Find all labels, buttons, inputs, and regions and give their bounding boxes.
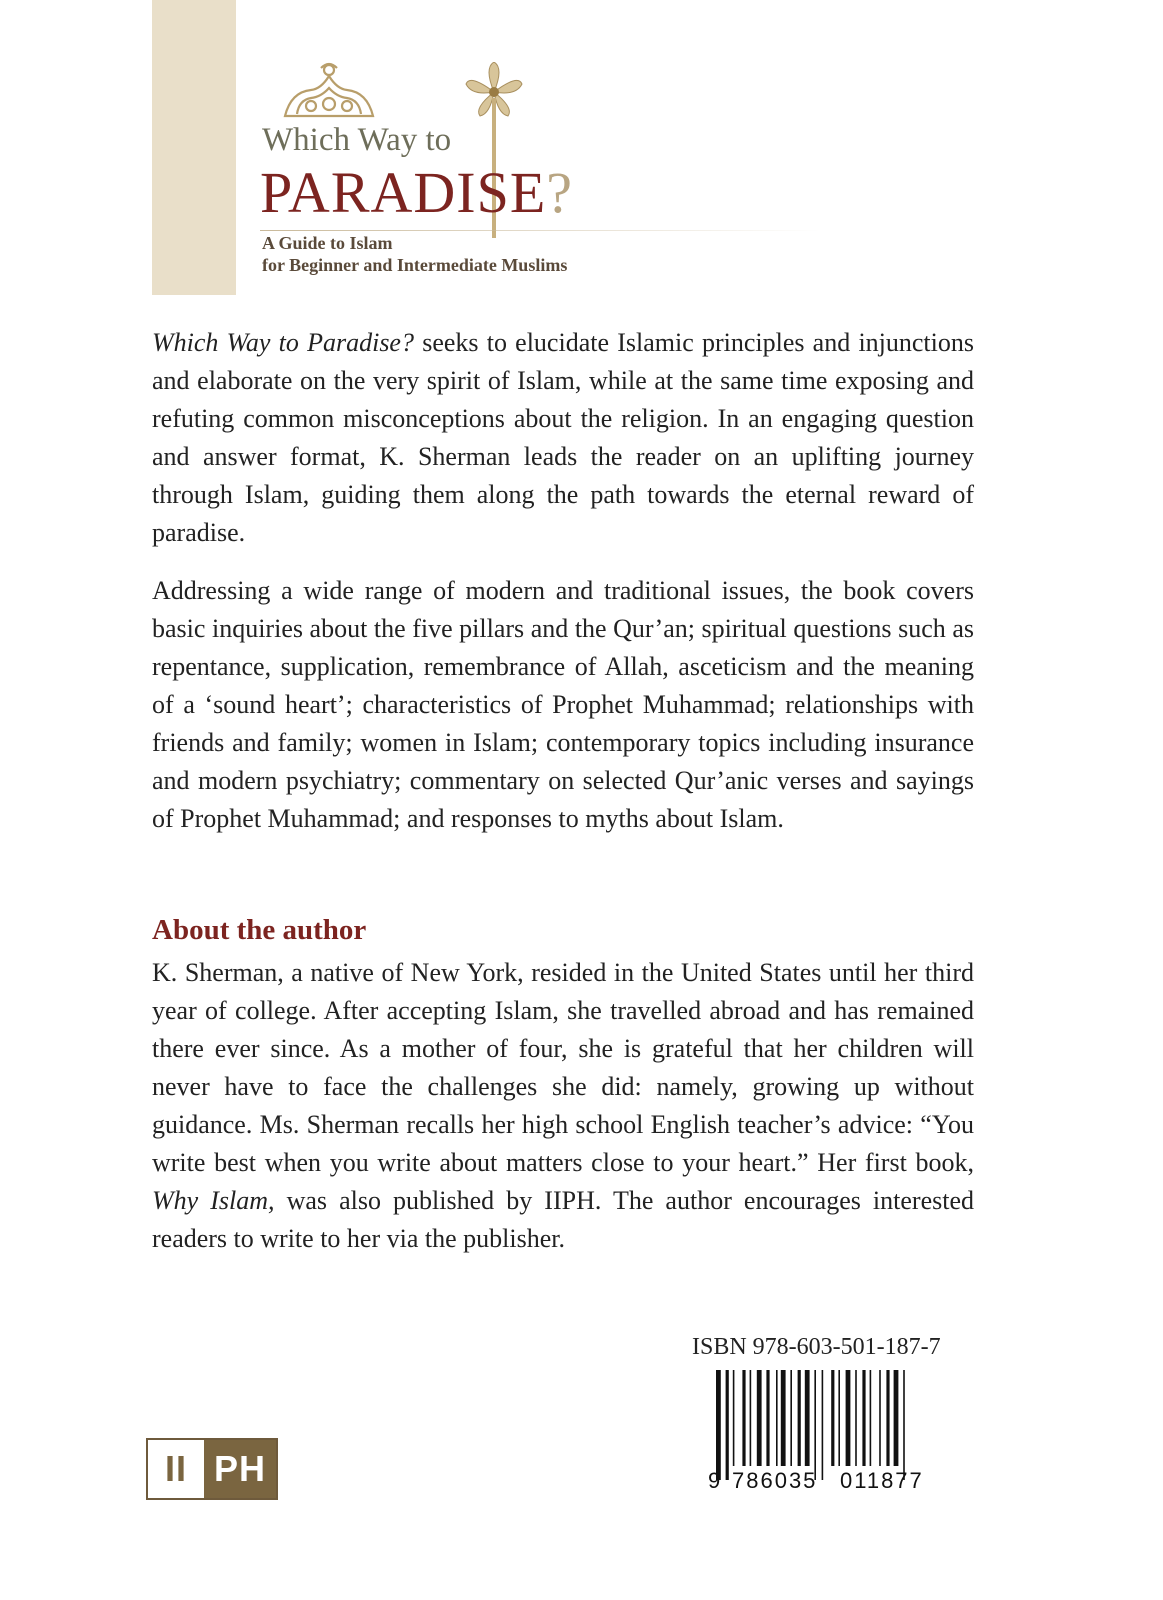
iiph-logo: [146, 1438, 278, 1500]
barcode-bar: [726, 1370, 729, 1480]
about-author-paragraph: [152, 954, 974, 1258]
subtitle-line-2: for Beginner and Intermediate Muslims: [262, 255, 568, 275]
arabesque-ornament-icon: [281, 62, 377, 120]
title-question-mark: ?: [546, 160, 574, 225]
barcode-bars: [716, 1370, 905, 1480]
title-paradise: PARADISE: [260, 160, 547, 225]
barcode-bar: [776, 1370, 778, 1466]
barcode-bar: [903, 1370, 905, 1480]
book-title-italic: Which Way to Paradise?: [152, 328, 414, 357]
barcode-digit-first: 9: [708, 1468, 721, 1490]
logo-text-left: II: [164, 1448, 187, 1489]
barcode-bar: [790, 1370, 792, 1466]
barcode-bar: [733, 1370, 735, 1466]
barcode-bar: [886, 1370, 889, 1466]
barcode-bar: [750, 1370, 752, 1466]
barcode-bar: [862, 1370, 865, 1466]
barcode-bar: [831, 1370, 834, 1466]
about-text-part-2: was also published by IIPH. The author encourages interested readers to write to her via the publisher.: [152, 1186, 974, 1253]
title-line-2: [260, 160, 574, 225]
description-paragraph-1: [152, 324, 974, 552]
barcode-bar: [846, 1370, 851, 1466]
logo-right: [204, 1440, 276, 1498]
barcode-bar: [742, 1370, 745, 1466]
title-line-1: Which Way to: [262, 122, 452, 158]
decorative-side-band: [152, 0, 236, 295]
barcode-bar: [781, 1370, 786, 1466]
barcode-bar: [870, 1370, 872, 1466]
barcode: [708, 1370, 958, 1490]
barcode-digits-group-1: 786035: [732, 1468, 818, 1490]
barcode-bar: [838, 1370, 840, 1466]
description-paragraph-2: Addressing a wide range of modern and traditional issues, the book covers basic inquiries about the five pillars and the Qur’an; spiritual questions such as repentance, supplication, remembrance of Allah, asceticism and the meaning of a ‘sound heart’; characteristics of Prophet Muhammad; relationships with friends and family; women in Islam; contemporary topics including insurance and modern psychiatry; commentary on selected Qur’anic verses and sayings of Prophet Muhammad; and responses to myths about Islam.: [152, 576, 974, 833]
about-text-part-1: K. Sherman, a native of New York, resided in the United States until her third year of college. After accepting Islam, she travelled abroad and has remained there ever since. As a mother of four, she is grateful that her children will never have to face the challenges she did: namely, growing up without guidance. Ms. Sherman recalls her high school English teacher’s advice: “You write best when you write about matters close to your heart.” Her first book,: [152, 958, 974, 1177]
barcode-bar: [855, 1370, 857, 1466]
barcode-bar: [716, 1370, 721, 1480]
isbn-label: ISBN 978-603-501-187-7: [692, 1334, 941, 1360]
barcode-bar: [879, 1370, 881, 1466]
barcode-bar: [822, 1370, 824, 1480]
subtitle-line-1: A Guide to Islam: [262, 233, 393, 253]
barcode-bar: [798, 1370, 801, 1466]
subtitle: [262, 232, 567, 276]
barcode-bar: [814, 1370, 816, 1480]
barcode-bar: [894, 1370, 899, 1466]
about-author-heading: About the author: [152, 914, 367, 946]
barcode-bar: [805, 1370, 810, 1466]
barcode-bar: [757, 1370, 762, 1466]
title-rule: [260, 230, 820, 231]
barcode-bar: [766, 1370, 769, 1466]
description-paragraph-1-text: seeks to elucidate Islamic principles and injunctions and elaborate on the very spirit of Islam, while at the same time exposing and refuting common misconceptions about the religion. In an engaging question and answer format, K. Sherman leads the reader on an uplifting journey through Islam, guiding them along the path towards the eternal reward of paradise.: [152, 328, 974, 547]
logo-text-right: PH: [213, 1448, 266, 1489]
first-book-title: Why Islam,: [152, 1186, 275, 1215]
barcode-digits-group-2: 011877: [840, 1468, 924, 1490]
logo-left: [148, 1440, 204, 1498]
